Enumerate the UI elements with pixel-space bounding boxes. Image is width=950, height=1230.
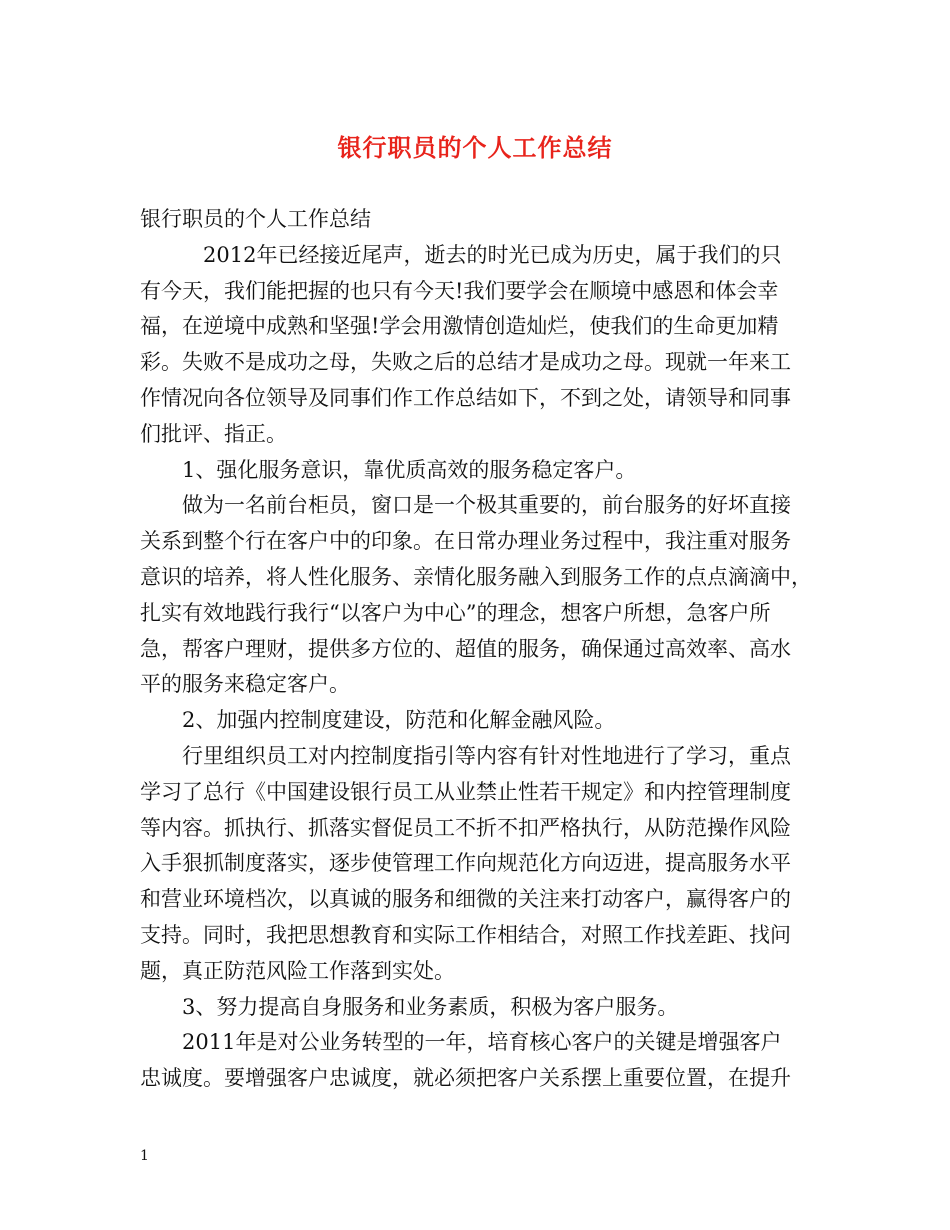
body-line: 福，在逆境中成熟和坚强!学会用激情创造灿烂，使我们的生命更加精 (140, 314, 779, 339)
body-line: 行里组织员工对内控制度指引等内容有针对性地进行了学习，重点 (182, 743, 791, 768)
body-line: 和营业环境档次，以真诚的服务和细微的关注来打动客户，赢得客户的 (140, 887, 791, 912)
body-line: 支持。同时，我把思想教育和实际工作相结合，对照工作找差距、找问 (140, 922, 791, 947)
page-number: 1 (140, 1148, 149, 1164)
document-title: 银行职员的个人工作总结 (337, 133, 613, 162)
body-line: 彩。失败不是成功之母，失败之后的总结才是成功之母。现就一年来工 (140, 350, 791, 375)
body-line: 们批评、指正。 (140, 421, 287, 446)
document-body (140, 202, 812, 1097)
body-line: 银行职员的个人工作总结 (140, 207, 371, 231)
body-line: 学习了总行《中国建设银行员工从业禁止性若干规定》和内控管理制度 (140, 779, 791, 804)
body-line: 2012年已经接近尾声，逝去的时光已成为历史，属于我们的只 (203, 242, 782, 267)
section-heading-3: 3、努力提高自身服务和业务素质，积极为客户服务。 (182, 994, 679, 1019)
body-line: 作情况向各位领导及同事们作工作总结如下，不到之处，请领导和同事 (140, 385, 791, 410)
body-line: 有今天，我们能把握的也只有今天!我们要学会在顺境中感恩和体会幸 (140, 278, 779, 303)
body-line: 忠诚度。要增强客户忠诚度，就必须把客户关系摆上重要位置，在提升 (140, 1066, 791, 1091)
body-line: 2011年是对公业务转型的一年，培育核心客户的关键是增强客户 (182, 1030, 782, 1055)
body-line: 扎实有效地践行我行“以客户为中心”的理念，想客户所想，急客户所 (140, 600, 771, 625)
body-line: 等内容。抓执行、抓落实督促员工不折不扣严格执行，从防范操作风险 (140, 815, 791, 840)
section-heading-2: 2、加强内控制度建设，防范和化解金融风险。 (182, 708, 616, 733)
body-line: 题，真正防范风险工作落到实处。 (140, 958, 455, 983)
body-line: 急，帮客户理财，提供多方位的、超值的服务，确保通过高效率、高水 (140, 636, 791, 661)
body-line: 意识的培养，将人性化服务、亲情化服务融入到服务工作的点点滴滴中， (140, 564, 812, 589)
body-line: 入手狠抓制度落实，逐步使管理工作向规范化方向迈进，提高服务水平 (140, 851, 791, 876)
section-heading-1: 1、强化服务意识，靠优质高效的服务稳定客户。 (182, 457, 637, 482)
body-line: 关系到整个行在客户中的印象。在日常办理业务过程中，我注重对服务 (140, 529, 791, 554)
body-line: 做为一名前台柜员，窗口是一个极其重要的，前台服务的好坏直接 (182, 493, 791, 518)
body-line: 平的服务来稳定客户。 (140, 672, 350, 697)
